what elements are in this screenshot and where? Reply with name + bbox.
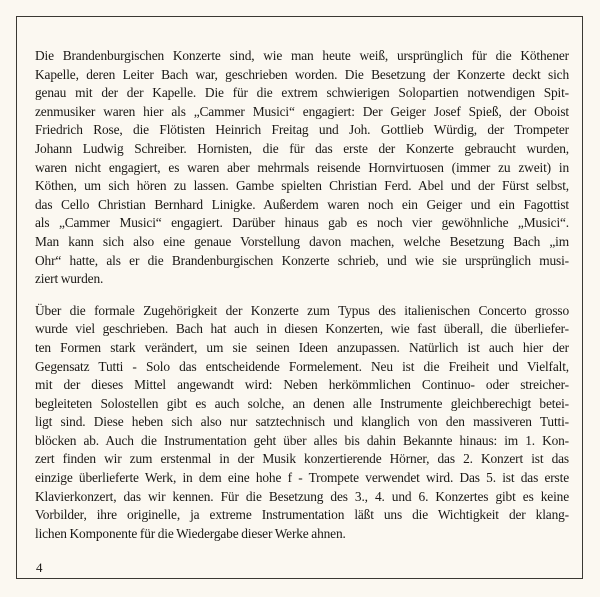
- page-number: 4: [36, 560, 43, 575]
- text-line: zert finden wir zum erstenmal in der Musik konzertierende Hörner, das 2. Konzert ist das: [35, 451, 569, 467]
- text-body: [35, 47, 569, 543]
- text-line: mit der dieses Mittel angewandt wird: Neben herkömmlichen Continuo- oder streicher-: [35, 377, 569, 393]
- text-line: lichen Komponente für die Wiedergabe dieser Werke ahnen.: [35, 525, 346, 541]
- text-line: das Cello Christian Bernhard Linigke. Außerdem waren noch ein Geiger und ein Fagottist: [35, 196, 569, 212]
- text-line: ligt sind. Diese heben sich also nur satztechnisch und klanglich von den massiveren Tutti-: [35, 414, 569, 430]
- text-line: einzige überlieferte Werk, in dem eine hohe f - Trompete verwendet wird. Das 5. ist das erste: [35, 470, 569, 486]
- text-line: wurde viel geschrieben. Bach hat auch in diesen Konzerten, wie fast überall, die überliefer-: [35, 321, 569, 337]
- text-line: Man kann sich also eine genaue Vorstellung davon machen, welche Besetzung Bach „im: [35, 233, 569, 249]
- text-line: Köthen, um sich hören zu lassen. Gambe spielten Christian Ferd. Abel und der Fürst selbst,: [35, 178, 569, 194]
- text-line: Kapelle, deren Leiter Bach war, geschrieben worden. Die Besetzung der Konzerte deckt sich: [35, 66, 569, 82]
- text-line: ziert wurden.: [35, 271, 104, 287]
- paragraph-1: [35, 47, 569, 289]
- text-line: Vorbilder, ihre originelle, ja extreme Instrumentation läßt uns die Wichtigkeit der klang-: [35, 507, 569, 523]
- text-line: begleiteten Solostellen gibt es auch solche, an denen alle Instrumente gleichberechigt betei-: [35, 395, 569, 411]
- text-line: als „Cammer Musici“ engagiert. Darüber hinaus gab es noch vier gewöhnliche „Musici“.: [35, 215, 569, 231]
- paragraph-gap: [35, 289, 569, 302]
- text-line: Ohr“ hatte, als er die Brandenburgischen Konzerte schrieb, und wie sie ursprünglich musi-: [35, 252, 569, 268]
- text-line: zenmusiker waren hier als „Cammer Musici“ engagiert: Der Geiger Josef Spieß, der Oboist: [35, 103, 569, 119]
- text-line: genau mit der der Kapelle. Die für die extrem schwierigen Solopartien notwendigen Spit-: [35, 85, 569, 101]
- text-line: Die Brandenburgischen Konzerte sind, wie man heute weiß, ursprünglich für die Köthener: [35, 48, 569, 63]
- text-line: blöcken ab. Auch die Instrumentation geht über alles bis dahin Bekannte hinaus: im 1. Kon-: [35, 432, 569, 448]
- paragraph-2: [35, 302, 569, 544]
- text-line: Gegensatz Tutti - Solo das entscheidende Formelement. Neu ist die Freiheit und Vielfalt,: [35, 358, 569, 374]
- text-line: Johann Ludwig Schreiber. Hornisten, die für das erste der Konzerte gebraucht wurden,: [35, 140, 569, 156]
- text-line: waren nicht engagiert, es waren aber mehrmals reisende Hornvirtuosen (immer zu zweit) in: [35, 159, 569, 175]
- text-line: Klavierkonzert, das wir kennen. Für die Besetzung des 3., 4. und 6. Konzertes gibt es keine: [35, 488, 569, 504]
- text-line: Über die formale Zugehörigkeit der Konzerte zum Typus des italienischen Concerto grosso: [35, 302, 569, 318]
- text-line: ten Formen stark verändert, um sie seinen Ideen anzupassen. Natürlich ist auch hier der: [35, 339, 569, 355]
- text-line: Friedrich Rose, die Flötisten Heinrich Freitag und Joh. Gottlieb Würdig, der Trompeter: [35, 122, 569, 138]
